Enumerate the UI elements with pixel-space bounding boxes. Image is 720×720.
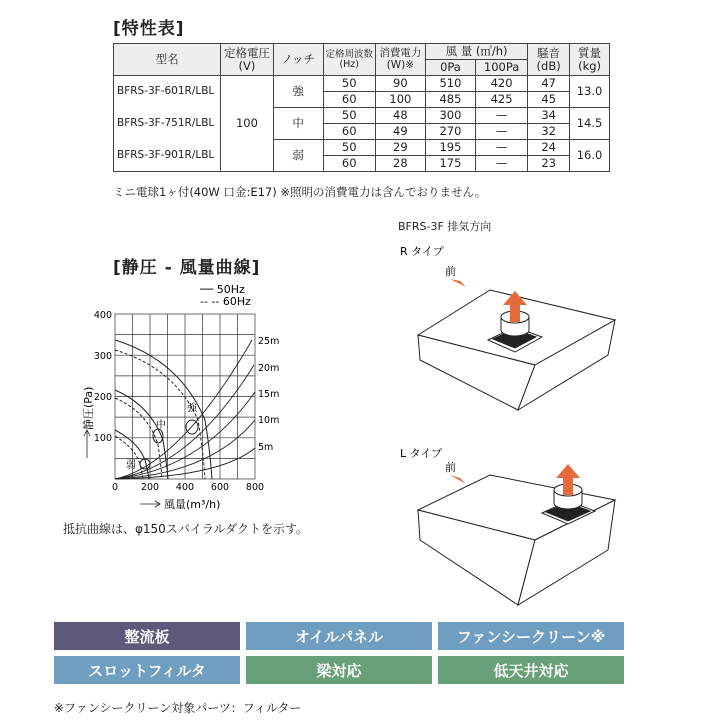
freq-cell: 60: [323, 156, 375, 172]
air0-cell: 510: [425, 76, 475, 92]
exhaust-diagrams: [390, 235, 620, 620]
header-airflow: 風 量 (㎥/h): [425, 44, 527, 60]
feature-slot-filter: スロットフィルタ: [54, 656, 240, 684]
mass-value: 14.5: [570, 108, 610, 140]
l-type-label: L タイプ: [400, 447, 443, 460]
r-front-label: 前: [445, 265, 456, 278]
r-type-label: R タイプ: [400, 245, 444, 258]
feature-beam-support: 梁対応: [246, 656, 432, 684]
y-tick: 400: [93, 310, 112, 321]
x-tick: 600: [210, 482, 230, 493]
freq-cell: 60: [323, 124, 375, 140]
header-airflow-100pa: 100Pa: [476, 60, 528, 76]
header-freq: 定格周波数 (Hz): [323, 44, 375, 76]
mass-value: 13.0: [570, 76, 610, 108]
notch-value: 弱: [273, 140, 323, 172]
feature-rectifier-plate: 整流板: [54, 622, 240, 650]
curve-notch-strong: 強: [187, 403, 197, 414]
noise-cell: 47: [528, 76, 570, 92]
header-airflow-0pa: 0Pa: [425, 60, 475, 76]
l-type-box: [418, 475, 615, 605]
power-cell: 28: [375, 156, 425, 172]
legend-60hz: -- -- 60Hz: [200, 295, 251, 308]
spec-table: [113, 43, 610, 172]
header-mass: 質量 (kg): [570, 44, 610, 76]
header-model: 型名: [114, 44, 221, 76]
duct-label: 5m: [258, 442, 274, 453]
spec-title: [特性表]: [113, 19, 185, 39]
y-tick: 300: [93, 351, 112, 362]
legend-50hz: ── 50Hz: [200, 283, 245, 296]
air100-cell: 425: [476, 92, 528, 108]
curve-notch-medium: 中: [156, 420, 166, 431]
feature-footnote: ※ファンシークリーン対象パーツ：フィルター: [54, 701, 302, 715]
curve-title: [静圧 - 風量曲線]: [113, 258, 261, 278]
freq-cell: 60: [323, 92, 375, 108]
feature-oil-panel: オイルパネル: [246, 622, 432, 650]
feature-fancy-clean: ファンシークリーン※: [438, 622, 624, 650]
air100-cell: —: [476, 140, 528, 156]
air100-cell: —: [476, 108, 528, 124]
power-cell: 49: [375, 124, 425, 140]
noise-cell: 24: [528, 140, 570, 156]
power-cell: 90: [375, 76, 425, 92]
feature-low-ceiling: 低天井対応: [438, 656, 624, 684]
curve-notch-weak: 弱: [126, 460, 136, 471]
y-tick: 100: [93, 433, 112, 444]
voltage-value: 100: [221, 76, 273, 172]
x-tick: 0: [111, 482, 119, 493]
curve-caption: 抵抗曲線は、φ150スパイラルダクトを示す。: [63, 522, 309, 536]
freq-cell: 50: [323, 76, 375, 92]
noise-cell: 32: [528, 124, 570, 140]
x-axis-label: 風量(m³/h): [164, 498, 221, 511]
l-front-label: 前: [445, 461, 456, 474]
air100-cell: —: [476, 124, 528, 140]
power-cell: 100: [375, 92, 425, 108]
duct-label: 15m: [258, 389, 280, 400]
noise-cell: 23: [528, 156, 570, 172]
duct-label: 10m: [258, 415, 280, 426]
air0-cell: 300: [425, 108, 475, 124]
notch-value: 中: [273, 108, 323, 140]
freq-cell: 50: [323, 108, 375, 124]
model-name: BFRS-3F-901R/LBL: [114, 140, 221, 172]
notch-value: 強: [273, 76, 323, 108]
air0-cell: 195: [425, 140, 475, 156]
spec-note: ミニ電球1ヶ付(40W 口金:E17) ※照明の消費電力は含んでおりません。: [113, 185, 487, 199]
x-tick: 200: [140, 482, 160, 493]
y-axis-label: 静圧(Pa): [82, 386, 95, 430]
header-noise: 騒音 (dB): [528, 44, 570, 76]
power-cell: 48: [375, 108, 425, 124]
header-voltage: 定格電圧 (V): [221, 44, 273, 76]
header-power: 消費電力 (W)※: [375, 44, 425, 76]
exhaust-title: BFRS-3F 排気方向: [398, 220, 492, 233]
model-name: BFRS-3F-601R/LBL: [114, 76, 221, 108]
air100-cell: —: [476, 156, 528, 172]
air0-cell: 485: [425, 92, 475, 108]
header-notch: ノッチ: [273, 44, 323, 76]
air100-cell: 420: [476, 76, 528, 92]
noise-cell: 34: [528, 108, 570, 124]
y-tick: 200: [93, 392, 112, 403]
model-name: BFRS-3F-751R/LBL: [114, 108, 221, 140]
duct-label: 25m: [258, 336, 280, 347]
air0-cell: 270: [425, 124, 475, 140]
noise-cell: 45: [528, 92, 570, 108]
freq-cell: 50: [323, 140, 375, 156]
air0-cell: 175: [425, 156, 475, 172]
power-cell: 29: [375, 140, 425, 156]
mass-value: 16.0: [570, 140, 610, 172]
duct-label: 20m: [258, 363, 280, 374]
x-tick: 800: [245, 482, 265, 493]
curve-chart: [60, 280, 320, 535]
x-tick: 400: [175, 482, 195, 493]
